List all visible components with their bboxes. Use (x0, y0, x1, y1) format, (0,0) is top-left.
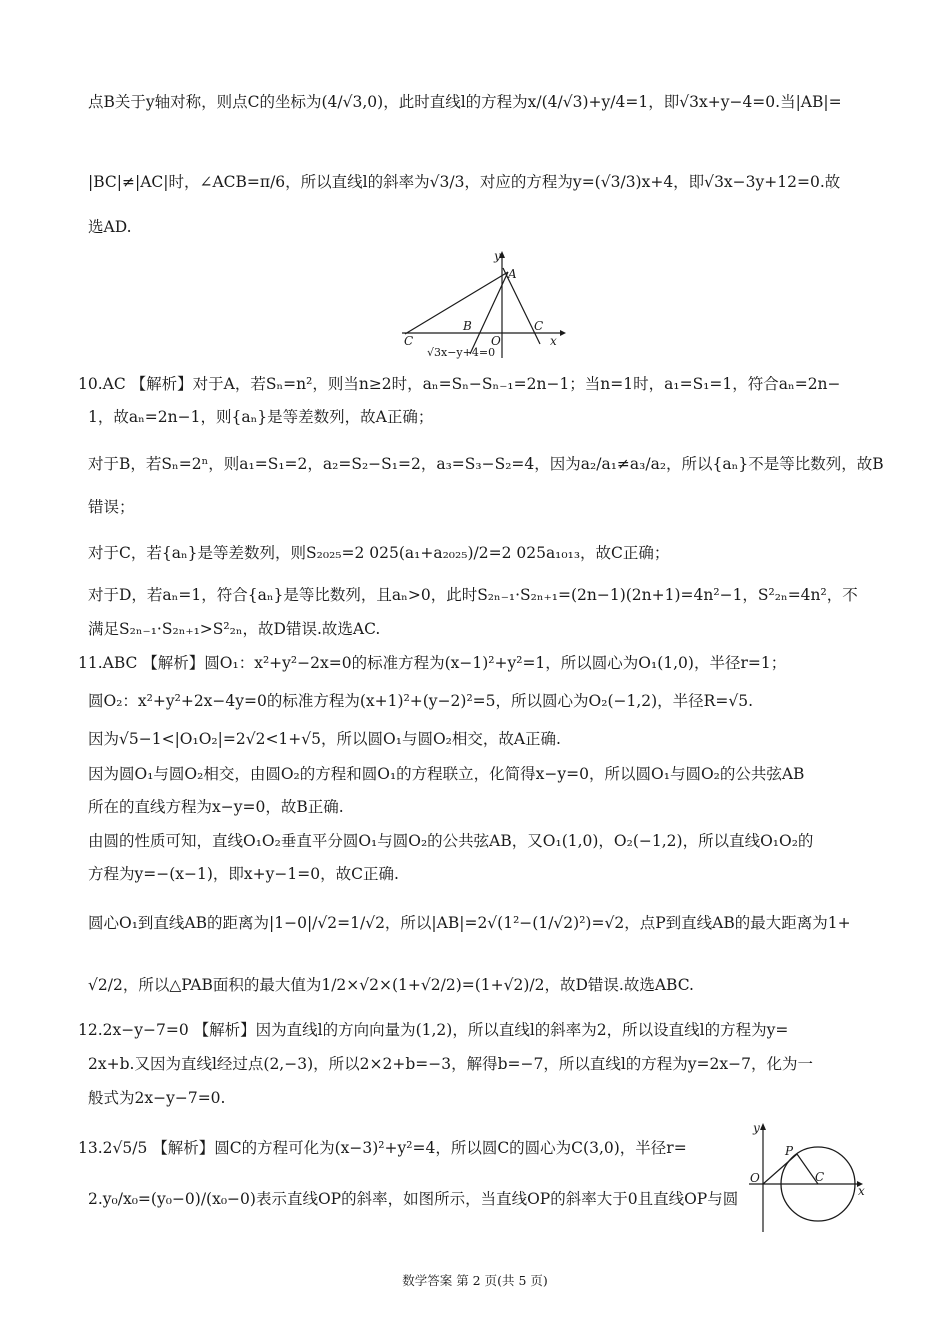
line-ca (405, 272, 508, 334)
figure-lines-through-a (390, 246, 570, 364)
label-y: y (753, 1121, 760, 1135)
answer-11-line-8: 圆心O₁到直线AB的距离为|1−0|/√2=1/√2，所以|AB|=2√(1²−(1/√2)²)=√2，点P到直线AB的最大距离为1+ (88, 914, 851, 932)
page-footer: 数学答案 第 2 页(共 5 页) (402, 1273, 548, 1288)
answer-11-line-6: 由圆的性质可知，直线O₁O₂垂直平分圆O₁与圆O₂的公共弦AB，又O₁(1,0)，O₂(−1,2)，所以直线O₁O₂的 (88, 832, 814, 850)
label-x: x (858, 1184, 865, 1198)
answer-10-line-1: 10.AC 【解析】对于A，若Sₙ=n²，则当n≥2时，aₙ=Sₙ−Sₙ₋₁=2n−1；当n=1时，a₁=S₁=1，符合aₙ=2n− (78, 375, 841, 393)
label-c-right: C (534, 319, 544, 333)
text-line-2: |BC|≠|AC|时，∠ACB=π/6，所以直线l的斜率为√3/3，对应的方程为y=(√3/3)x+4，即√3x−3y+12=0.故 (88, 173, 841, 191)
answer-12-line-1: 12.2x−y−7=0 【解析】因为直线l的方向向量为(1,2)，所以直线l的斜率为2，所以设直线l的方程为y= (78, 1021, 789, 1039)
answer-10-line-2: 1，故aₙ=2n−1，则{aₙ}是等差数列，故A正确； (88, 408, 434, 426)
answer-10-line-3: 对于B，若Sₙ=2ⁿ，则a₁=S₁=2，a₂=S₂−S₁=2，a₃=S₃−S₂=4，因为a₂/a₁≠a₃/a₂，所以{aₙ}不是等比数列，故B (88, 455, 884, 473)
answer-10-line-7: 满足S₂ₙ₋₁·S₂ₙ₊₁>S²₂ₙ，故D错误.故选AC. (88, 620, 381, 638)
answer-11-line-9: √2/2，所以△PAB面积的最大值为1/2×√2×(1+√2/2)=(1+√2)/2，故D错误.故选ABC. (88, 976, 694, 994)
answer-11-line-1: 11.ABC 【解析】圆O₁：x²+y²−2x=0的标准方程为(x−1)²+y²=1，所以圆心为O₁(1,0)，半径r=1； (78, 654, 787, 672)
label-o: O (491, 334, 501, 348)
label-x: x (550, 334, 557, 348)
label-b: B (463, 319, 472, 333)
text-line-3: 选AD. (88, 218, 132, 236)
label-c-left: C (404, 334, 414, 348)
answer-10-line-4: 错误； (88, 498, 135, 516)
figure-circle-c (745, 1120, 870, 1238)
text-line-1: 点B关于y轴对称，则点C的坐标为(4/√3,0)，此时直线l的方程为x/(4/√3)+y/4=1，即√3x+y−4=0.当|AB|= (88, 93, 842, 111)
answer-12-line-3: 般式为2x−y−7=0. (88, 1089, 226, 1107)
x-axis-arrow-icon (560, 330, 566, 336)
label-o: O (750, 1171, 760, 1185)
line-op (763, 1154, 797, 1184)
answer-13-line-2: 2.y₀/x₀=(y₀−0)/(x₀−0)表示直线OP的斜率，如图所示，当直线OP的斜率大于0且直线OP与圆 (88, 1190, 739, 1208)
answer-10-line-6: 对于D，若aₙ=1，符合{aₙ}是等比数列，且aₙ>0，此时S₂ₙ₋₁·S₂ₙ₊₁=(2n−1)(2n+1)=4n²−1，S²₂ₙ=4n²，不 (88, 586, 858, 604)
answer-11-line-3: 因为√5−1<|O₁O₂|=2√2<1+√5，所以圆O₁与圆O₂相交，故A正确. (88, 730, 561, 748)
answer-10-line-5: 对于C，若{aₙ}是等差数列，则S₂₀₂₅=2 025(a₁+a₂₀₂₅)/2=2 025a₁₀₁₃，故C正确； (88, 544, 670, 562)
label-y: y (494, 249, 501, 263)
label-c: C (815, 1170, 825, 1184)
answer-11-line-5: 所在的直线方程为x−y=0，故B正确. (88, 798, 344, 816)
answer-11-line-2: 圆O₂：x²+y²+2x−4y=0的标准方程为(x+1)²+(y−2)²=5，所以圆心为O₂(−1,2)，半径R=√5. (88, 692, 754, 710)
label-p: P (785, 1144, 794, 1158)
answer-12-line-2: 2x+b.又因为直线l经过点(2,−3)，所以2×2+b=−3，解得b=−7，所以直线l的方程为y=2x−7，化为一 (88, 1055, 813, 1073)
answer-11-line-7: 方程为y=−(x−1)，即x+y−1=0，故C正确. (88, 865, 399, 883)
label-a: A (508, 267, 517, 281)
y-axis-arrow-icon (760, 1123, 766, 1130)
answer-13-line-1: 13.2√5/5 【解析】圆C的方程可化为(x−3)²+y²=4，所以圆C的圆心为C(3,0)，半径r= (78, 1139, 687, 1157)
line-equation-label: √3x−y+4=0 (427, 346, 496, 359)
answer-11-line-4: 因为圆O₁与圆O₂相交，由圆O₂的方程和圆O₁的方程联立，化简得x−y=0，所以圆O₁与圆O₂的公共弦AB (88, 765, 805, 783)
